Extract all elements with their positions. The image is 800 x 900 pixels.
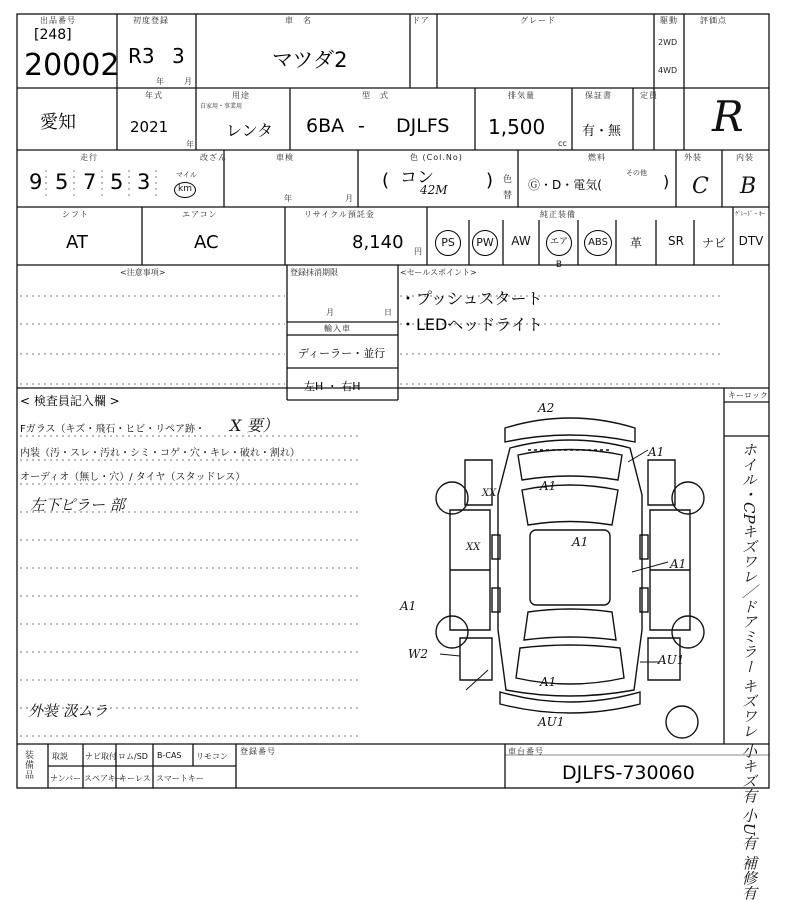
lane-number: [248] bbox=[34, 27, 72, 43]
mark-a2: A2 bbox=[538, 401, 555, 415]
glass-mark: X 要） bbox=[230, 416, 279, 435]
shift-value: AT bbox=[66, 232, 88, 253]
wheel-rear-left bbox=[436, 616, 468, 648]
warranty-value: 有・無 bbox=[582, 124, 622, 139]
type-dash: - bbox=[358, 115, 365, 137]
car-body-outline bbox=[498, 440, 642, 696]
footer-item: キーレス bbox=[119, 774, 151, 783]
model-year: 2021 bbox=[130, 118, 169, 136]
prefecture: 愛知 bbox=[40, 112, 76, 133]
footer-item: スペアキー bbox=[84, 774, 124, 783]
reg-month-unit: 月 bbox=[326, 308, 335, 317]
equipment-airbag: エアB bbox=[546, 230, 572, 256]
warranty-label: 保証書 bbox=[585, 91, 612, 100]
mileage-unit-mile: マイル bbox=[176, 171, 197, 179]
recycle-fee-label: リサイクル預託金 bbox=[304, 210, 375, 219]
right-rear-door-handle bbox=[640, 588, 648, 612]
aircon-label: エアコン bbox=[182, 210, 218, 219]
mark-au1: AU1 bbox=[658, 653, 685, 667]
drive-4wd: 4WD bbox=[658, 66, 678, 75]
color-close-paren: ) bbox=[486, 170, 494, 191]
mileage-digit: 7 bbox=[83, 170, 97, 194]
interior-label: 内装 bbox=[736, 153, 754, 162]
wheel-note: ホイル・CPキズワレ／ドアミラー キズワレ 小キズ有 小U有 補修有 bbox=[740, 442, 758, 900]
notes-label: <注意事項> bbox=[120, 268, 166, 277]
car-damage-diagram bbox=[400, 400, 720, 745]
color-number: 42M bbox=[420, 183, 448, 197]
inspection-month-unit: 月 bbox=[345, 194, 354, 203]
shift-label: シフト bbox=[62, 210, 89, 219]
front-bumper bbox=[505, 418, 635, 442]
equipment-navi: ナビ bbox=[701, 236, 726, 250]
mileage-digit: 5 bbox=[110, 170, 124, 194]
mark-a1: A1 bbox=[648, 445, 665, 459]
footer-item: B-CAS bbox=[157, 751, 182, 760]
mark-a1: A1 bbox=[572, 535, 589, 549]
score-label: 評価点 bbox=[700, 16, 727, 25]
mark-a1: A1 bbox=[540, 675, 557, 689]
car-name: マツダ2 bbox=[272, 48, 348, 72]
right-front-fender bbox=[648, 460, 675, 505]
first-reg-era: R3 bbox=[128, 44, 155, 68]
equipment-ps: PS bbox=[435, 230, 461, 256]
wheel-rear-right bbox=[672, 616, 704, 648]
type-code: DJLFS bbox=[396, 115, 450, 137]
windshield bbox=[522, 485, 618, 525]
mileage-digit: 3 bbox=[137, 170, 151, 194]
import-label: 輸入車 bbox=[324, 324, 351, 333]
auction-no-label: 出品番号 bbox=[40, 16, 76, 25]
color-change-1: 色 bbox=[503, 175, 514, 185]
footer-equipment-label: 装備品 bbox=[23, 750, 33, 780]
aircon-value: AC bbox=[194, 232, 219, 253]
inspection-year-unit: 年 bbox=[284, 194, 293, 203]
equipment-extra-label: ｸﾞﾚｰﾄﾞ・ｷｰ bbox=[735, 211, 766, 218]
meter-label: 改ざん bbox=[200, 153, 227, 162]
type-prefix: 6BA bbox=[306, 115, 345, 137]
spare-wheel bbox=[666, 706, 698, 738]
fuel-label: 燃料 bbox=[588, 153, 606, 162]
inspection-label: 車検 bbox=[276, 153, 294, 162]
right-mirror bbox=[640, 535, 648, 559]
equipment-leather: 革 bbox=[629, 236, 642, 250]
mark-w2: W2 bbox=[408, 647, 428, 661]
recycle-fee: 8,140 bbox=[352, 232, 404, 253]
exterior-label: 外装 bbox=[684, 153, 702, 162]
trunk bbox=[516, 645, 624, 684]
fuel-options: Ⓖ・D・電気( bbox=[528, 178, 602, 192]
car-name-label: 車 名 bbox=[285, 16, 312, 25]
usage-sub-label: 自家用・事業用 bbox=[200, 103, 243, 110]
mileage-digit: 9 bbox=[29, 170, 43, 194]
auction-number: 20002 bbox=[24, 48, 120, 83]
glass-line: Fガラス（キズ・飛石・ヒビ・リペア跡・ bbox=[20, 424, 206, 435]
usage-label: 用途 bbox=[232, 91, 250, 100]
door-label: ドア bbox=[412, 16, 430, 25]
first-reg-month: 3 bbox=[172, 44, 185, 68]
rear-glass bbox=[524, 609, 616, 640]
drive-label: 駆動 bbox=[660, 16, 678, 25]
fuel-other-label: その他 bbox=[626, 169, 647, 177]
model-year-label: 年式 bbox=[145, 91, 163, 100]
registration-number-label: 登録番号 bbox=[240, 747, 276, 756]
drive-2wd: 2WD bbox=[658, 38, 678, 47]
rear-bumper bbox=[500, 692, 640, 713]
mark-a1: A1 bbox=[400, 599, 417, 613]
footer-item: リモコン bbox=[196, 752, 228, 761]
sales-point-label: <セールスポイント> bbox=[400, 268, 477, 277]
key-lock-label: キーロック bbox=[728, 391, 768, 400]
wheel-front-right bbox=[672, 482, 704, 514]
type-label: 型 式 bbox=[362, 91, 389, 100]
grade-label: グレード bbox=[520, 16, 556, 25]
footer-item: ロム/SD bbox=[118, 752, 148, 761]
footer-item: 取説 bbox=[52, 752, 68, 761]
displacement: 1,500 bbox=[488, 115, 546, 139]
left-rear-quarter bbox=[460, 638, 492, 680]
mileage-digit: 5 bbox=[55, 170, 69, 194]
import-dealer: ディーラー・並行 bbox=[298, 347, 386, 360]
color-value: コン bbox=[400, 168, 434, 188]
equipment-abs: ABS bbox=[584, 230, 612, 256]
mark-xx: XX bbox=[466, 542, 481, 553]
inspector-title: < 検査員記入欄 > bbox=[20, 394, 120, 408]
handwritten-note-2: 外装 汲ムラ bbox=[28, 702, 108, 720]
color-change-2: 替 bbox=[503, 191, 514, 201]
left-rear-door-handle bbox=[492, 588, 500, 612]
interior-grade: B bbox=[740, 174, 757, 199]
mark-au1: AU1 bbox=[538, 715, 565, 729]
left-mirror bbox=[492, 535, 500, 559]
score-value: R bbox=[712, 92, 744, 141]
mark-a1: A1 bbox=[540, 479, 557, 493]
mileage-label: 走行 bbox=[80, 153, 98, 162]
model-year-unit: 年 bbox=[186, 140, 195, 149]
usage-value: レンタ bbox=[226, 121, 273, 140]
chassis-number-label: 車台番号 bbox=[508, 747, 544, 756]
equipment-pw: PW bbox=[472, 230, 498, 256]
year-unit: 年 bbox=[156, 77, 165, 86]
wheel-front-left bbox=[436, 482, 468, 514]
equipment-sunroof: SR bbox=[668, 234, 684, 248]
sales-point-2: ・LEDヘッドライト bbox=[400, 315, 543, 334]
equipment-dtv: DTV bbox=[738, 234, 764, 248]
roof bbox=[530, 530, 610, 605]
equipment-aw: AW bbox=[511, 234, 531, 248]
audio-line: オーディオ（無し・穴）/ タイヤ（スタッドレス） bbox=[20, 472, 246, 483]
chassis-number: DJLFS-730060 bbox=[562, 762, 695, 784]
sales-point-1: ・プッシュスタート bbox=[400, 289, 543, 308]
displacement-label: 排気量 bbox=[508, 91, 535, 100]
interior-line: 内装（汚・スレ・汚れ・シミ・コゲ・穴・キレ・破れ・割れ） bbox=[20, 448, 300, 459]
hood bbox=[518, 450, 622, 481]
mark-a1: A1 bbox=[670, 557, 687, 571]
recycle-fee-unit: 円 bbox=[414, 247, 422, 256]
exterior-grade: C bbox=[692, 174, 709, 199]
month-unit: 月 bbox=[184, 77, 193, 86]
color-label: 色 (Col.No) bbox=[410, 153, 463, 162]
mileage-unit-km: km bbox=[174, 182, 196, 198]
mark-xx: XX bbox=[482, 488, 497, 499]
registration-deadline-label: 登録抹消期限 bbox=[290, 268, 338, 277]
color-open-paren: ( bbox=[382, 170, 390, 191]
handle-side: 左H ・ 右H bbox=[304, 380, 361, 393]
handwritten-note-1: 左下ピラー 部 bbox=[30, 496, 125, 514]
capacity-label: 定員 bbox=[640, 91, 658, 100]
fuel-close-paren: ) bbox=[663, 172, 670, 191]
first-reg-label: 初度登録 bbox=[133, 16, 169, 25]
footer-item: ナンバー bbox=[50, 774, 82, 783]
footer-item: スマートキー bbox=[156, 774, 204, 783]
displacement-unit: cc bbox=[558, 139, 567, 148]
footer-item: ナビ取付 bbox=[85, 752, 117, 761]
equipment-label: 純正装備 bbox=[540, 210, 576, 219]
reg-day-unit: 日 bbox=[384, 308, 393, 317]
